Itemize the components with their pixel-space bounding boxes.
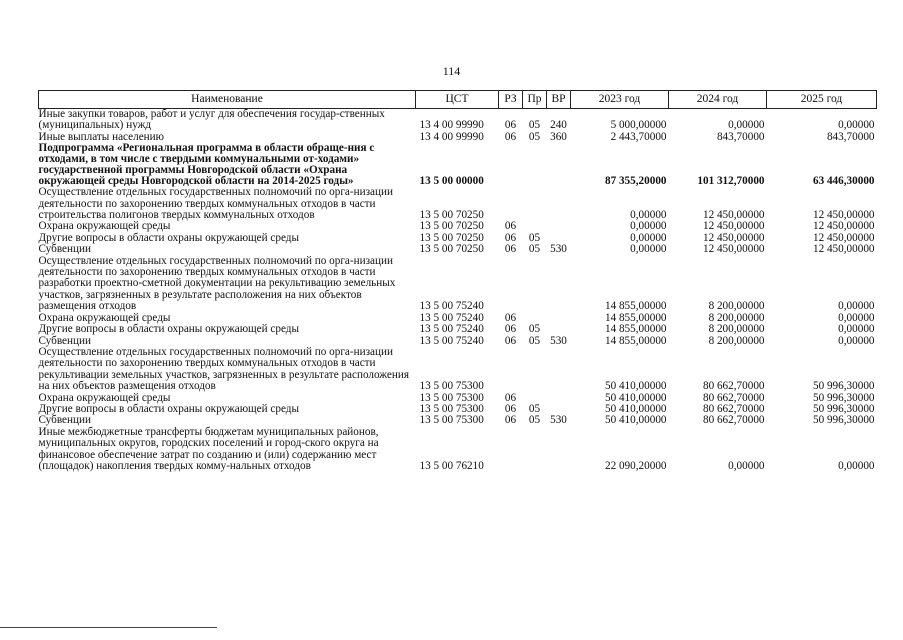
cell-2025: 0,00000 [838,334,875,347]
cell-name: Другие вопросы в области охраны окружающей среды [38,323,300,336]
cell-2025: 0,00000 [838,119,875,132]
cell-cst: 13 4 00 99990 [419,119,484,132]
cell-name: Иные выплаты населению [38,130,164,143]
cell-name: Другие вопросы в области охраны окружающей среды [38,231,300,244]
cell-2024: 843,70000 [716,130,765,143]
cell-rz [499,143,523,187]
cell-pr: 05 [528,414,541,427]
cell-rz [499,427,523,473]
cell-2024: 12 450,00000 [702,220,765,233]
cell-2023: 14 855,00000 [604,300,667,313]
cell-cst: 13 5 00 70250 [419,209,484,222]
cell-name: Охрана окружающей среды [38,311,171,324]
header-vr: ВР [547,91,571,109]
cell-2023: 14 855,00000 [604,311,667,324]
cell-pr: 05 [528,130,541,143]
cell-2024: 12 450,00000 [702,243,765,256]
cell-rz: 06 [504,231,517,244]
cell-vr [547,143,571,187]
cell-2024: 8 200,00000 [708,300,765,313]
cell-pr [523,256,547,313]
cell-rz: 06 [504,243,517,256]
cell-cst: 13 5 00 75240 [419,323,484,336]
cell-2025: 50 996,30000 [812,391,875,404]
table-row [39,256,877,313]
cell-2024: 12 450,00000 [702,231,765,244]
cell-name: Охрана окружающей среды [38,391,171,404]
cell-pr: 05 [528,243,541,256]
cell-vr [547,393,571,404]
cell-cst: 13 5 00 70250 [419,231,484,244]
cell-2024: 80 662,70000 [702,414,765,427]
cell-name: Субвенции [38,414,91,427]
cell-cst: 13 5 00 76210 [419,459,484,472]
cell-2025: 50 996,30000 [812,380,875,393]
cell-pr: 05 [528,231,541,244]
cell-rz [499,256,523,313]
cell-2023: 87 355,20000 [604,174,667,187]
cell-rz: 06 [504,334,517,347]
cell-name: Другие вопросы в области охраны окружающей среды [38,402,300,415]
cell-name: Субвенции [38,334,91,347]
table-row [39,427,877,473]
cell-2025: 0,00000 [838,311,875,324]
cell-pr: 05 [528,323,541,336]
cell-cst: 13 5 00 00000 [419,174,484,187]
cell-2025: 0,00000 [838,323,875,336]
table-row [39,347,877,393]
cell-2024: 0,00000 [728,459,765,472]
cell-name: Субвенции [38,243,91,256]
cell-cst: 13 5 00 75240 [419,311,484,324]
cell-rz: 06 [504,402,517,415]
cell-pr: 05 [528,402,541,415]
cell-pr [523,347,547,393]
table-row [39,244,877,255]
cell-cst: 13 5 00 75240 [419,300,484,313]
header-rz: РЗ [499,91,523,109]
cell-cst: 13 4 00 99990 [419,130,484,143]
cell-2024: 0,00000 [728,119,765,132]
header-pr: Пр [523,91,547,109]
cell-pr: 05 [528,334,541,347]
cell-2023: 0,00000 [630,209,667,222]
table-row [39,109,877,132]
cell-2023: 0,00000 [630,243,667,256]
cell-2025: 12 450,00000 [812,231,875,244]
cell-2024: 8 200,00000 [708,334,765,347]
cell-vr: 530 [550,243,567,256]
cell-2023: 14 855,00000 [604,323,667,336]
cell-2023: 2 443,70000 [610,130,667,143]
cell-pr: 05 [528,119,541,132]
cell-2024: 8 200,00000 [708,323,765,336]
cell-cst: 13 5 00 75300 [419,380,484,393]
table-row [39,187,877,221]
cell-rz: 06 [504,311,517,324]
page-number: 114 [442,64,461,78]
cell-vr [547,187,571,221]
cell-cst: 13 5 00 75300 [419,391,484,404]
cell-vr: 360 [550,130,567,143]
cell-2025: 12 450,00000 [812,243,875,256]
table-body [39,109,877,473]
cell-name: Иные закупки товаров, работ и услуг для обеспечения государ-ственных (муниципальных) нужд [38,108,385,132]
cell-2023: 5 000,00000 [610,119,667,132]
cell-2023: 14 855,00000 [604,334,667,347]
cell-2023: 50 410,00000 [604,402,667,415]
cell-2023: 0,00000 [630,231,667,244]
cell-rz: 06 [504,391,517,404]
cell-cst: 13 5 00 75300 [419,402,484,415]
cell-2023: 50 410,00000 [604,391,667,404]
cell-vr [547,256,571,313]
cell-pr [523,143,547,187]
cell-2025: 0,00000 [838,459,875,472]
cell-cst: 13 5 00 70250 [419,243,484,256]
cell-vr [547,427,571,473]
header-cst: ЦСТ [416,91,499,109]
cell-vr: 530 [550,334,567,347]
cell-name: Осуществление отдельных государственных полномочий по орга-низации деятельности по захоронению твердых коммунальных отходов в части строительства полигонов твердых коммунальных отходов [38,186,393,222]
cell-cst: 13 5 00 75300 [419,414,484,427]
cell-name: Осуществление отдельных государственных полномочий по орга-низации деятельности по захоронению твердых коммунальных отходов в части разработки проектно-сметной документации на рекультивацию земельных участков, загрязненных в результате расположения на них объектов размещения отходов [38,254,396,313]
cell-vr [547,324,571,335]
footnote-divider [0,627,217,628]
cell-rz: 06 [504,130,517,143]
table-row [39,143,877,187]
cell-rz: 06 [504,323,517,336]
cell-vr [547,347,571,393]
cell-2025: 50 996,30000 [812,402,875,415]
cell-2025: 12 450,00000 [812,209,875,222]
cell-2023: 0,00000 [630,220,667,233]
cell-cst: 13 5 00 70250 [419,220,484,233]
header-2024: 2024 год [669,91,767,109]
table-row [39,324,877,335]
cell-2024: 80 662,70000 [702,380,765,393]
cell-pr [523,427,547,473]
cell-cst: 13 5 00 75240 [419,334,484,347]
cell-name: Иные межбюджетные трансферты бюджетам муниципальных районов, муниципальных округов, городских поселений и город-ского округа на финансовое обеспечение затрат по созданию и (или) содержанию мест (площадок) накопления твердых комму-нальных отходов [38,425,379,472]
cell-name: Осуществление отдельных государственных полномочий по орга-низации деятельности по захоронению твердых коммунальных отходов в части рекультивации земельных участков, загрязненных в результате расположения на них объектов размещения отходов [38,345,409,393]
cell-2025: 12 450,00000 [812,220,875,233]
cell-2025: 0,00000 [838,300,875,313]
header-name: Наименование [39,91,416,109]
cell-vr [547,221,571,232]
cell-2024: 101 312,70000 [697,174,765,187]
header-2023: 2023 год [571,91,669,109]
cell-pr [523,187,547,221]
cell-2025: 50 996,30000 [812,414,875,427]
cell-name: Охрана окружающей среды [38,220,171,233]
cell-2024: 80 662,70000 [702,391,765,404]
cell-name: Подпрограмма «Региональная программа в области обраще-ния с отходами, в том числе с твердыми коммунальными от-ходами» государственной программы Новгородской области «Охрана окружающей среды Новгородской области на 2014-2025 годы» [38,142,375,188]
cell-rz [499,187,523,221]
header-2025: 2025 год [767,91,877,109]
cell-rz: 06 [504,119,517,132]
cell-2023: 22 090,20000 [604,459,667,472]
cell-2025: 843,70000 [826,130,875,143]
budget-table [38,90,877,472]
cell-2023: 50 410,00000 [604,380,667,393]
cell-rz [499,347,523,393]
cell-2024: 8 200,00000 [708,311,765,324]
cell-2024: 80 662,70000 [702,402,765,415]
cell-rz: 06 [504,414,517,427]
cell-vr: 530 [550,414,567,427]
cell-2025: 63 446,30000 [812,174,875,187]
cell-2024: 12 450,00000 [702,209,765,222]
cell-vr: 240 [550,119,567,132]
table-header [39,91,877,109]
cell-vr [547,313,571,324]
cell-rz: 06 [504,220,517,233]
cell-2023: 50 410,00000 [604,414,667,427]
